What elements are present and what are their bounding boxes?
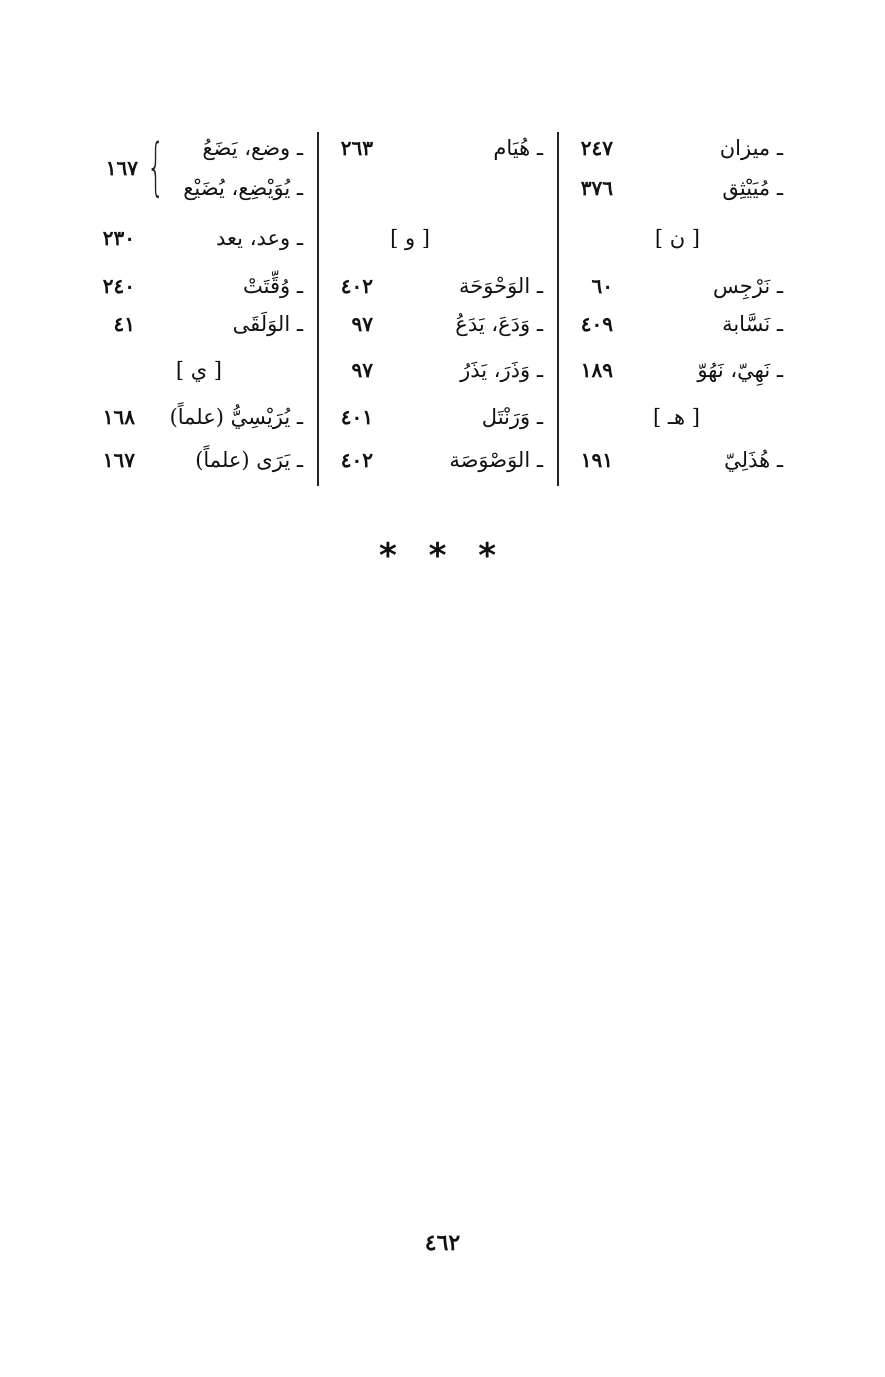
letter-section-heading: [ و ] <box>390 226 430 250</box>
index-entry <box>0 350 885 390</box>
entry-page-number: ٩٧ <box>351 312 373 336</box>
entry-page-number: ٤٠٩ <box>580 312 613 336</box>
entry-page-number: ١٦٧ <box>102 448 135 472</box>
entry-page-number: ٣٧٦ <box>580 176 613 200</box>
entry-page-number: ٦٠ <box>591 274 613 298</box>
entry-page-number: ١٦٨ <box>102 405 135 429</box>
entry-term: ـ هُيَام <box>493 136 543 160</box>
entry-term: ـ وعد، يعد <box>216 226 303 250</box>
entry-term: ـ الوَحْوَحَة <box>459 274 543 298</box>
index-entry <box>0 304 885 344</box>
entry-page-number: ٩٧ <box>351 358 373 382</box>
entry-page-number: ٢٤٧ <box>580 136 613 160</box>
entry-page-number: ٤٠٢ <box>340 274 373 298</box>
entry-term: ـ ميزان <box>719 136 783 160</box>
brace-number: ١٦٧ <box>105 156 138 180</box>
grouping-brace: { <box>146 130 165 203</box>
entry-term: ـ مُيَيْثِق <box>722 176 783 200</box>
entry-term: ـ الوَصْوَصَة <box>449 448 543 472</box>
entry-page-number: ٤٠١ <box>340 405 373 429</box>
index-entry <box>0 266 885 306</box>
entry-term: ـ يُرَيْسِيُّ (علماً) <box>169 405 303 429</box>
entry-page-number: ٢٤٠ <box>102 274 135 298</box>
index-entry <box>0 218 885 258</box>
entry-page-number: ٢٣٠ <box>102 226 135 250</box>
entry-term: ـ نَهِيّ، نَهُوّ <box>697 358 783 382</box>
letter-section-heading: [ ي ] <box>175 358 222 382</box>
entry-term: ـ نَرْجِس <box>712 274 783 298</box>
section-separator: * * * <box>378 536 506 576</box>
entry-term: ـ وَذَرَ، يَذَرُ <box>460 358 543 382</box>
page-number: ٤٦٢ <box>424 1230 461 1256</box>
index-entry <box>0 440 885 480</box>
entry-page-number: ٤٠٢ <box>340 448 373 472</box>
entry-term: ـ يُوَيْضِع، يُضَيْع <box>183 176 303 200</box>
entry-page-number: ١٩١ <box>580 448 613 472</box>
entry-term: ـ الوَلَقَى <box>232 312 303 336</box>
entry-page-number: ٤١ <box>113 312 135 336</box>
entry-term: ـ يَرَى (علماً) <box>195 448 303 472</box>
entry-term: ـ نَسَّابة <box>722 312 783 336</box>
entry-page-number: ٢٦٣ <box>340 136 373 160</box>
entry-term: ـ وَرَنْتَل <box>481 405 543 429</box>
entry-page-number: ١٨٩ <box>580 358 613 382</box>
entry-term: ـ هُذَلِيّ <box>724 448 783 472</box>
letter-section-heading: [ ن ] <box>654 226 700 250</box>
letter-section-heading: [ هـ ] <box>653 405 700 429</box>
entry-term: ـ وضع، يَضَعُ <box>202 136 303 160</box>
index-entry <box>0 397 885 437</box>
entry-term: ـ وَدَعَ، يَدَعُ <box>455 312 543 336</box>
entry-term: ـ وُقِّتَتْ <box>243 274 303 298</box>
